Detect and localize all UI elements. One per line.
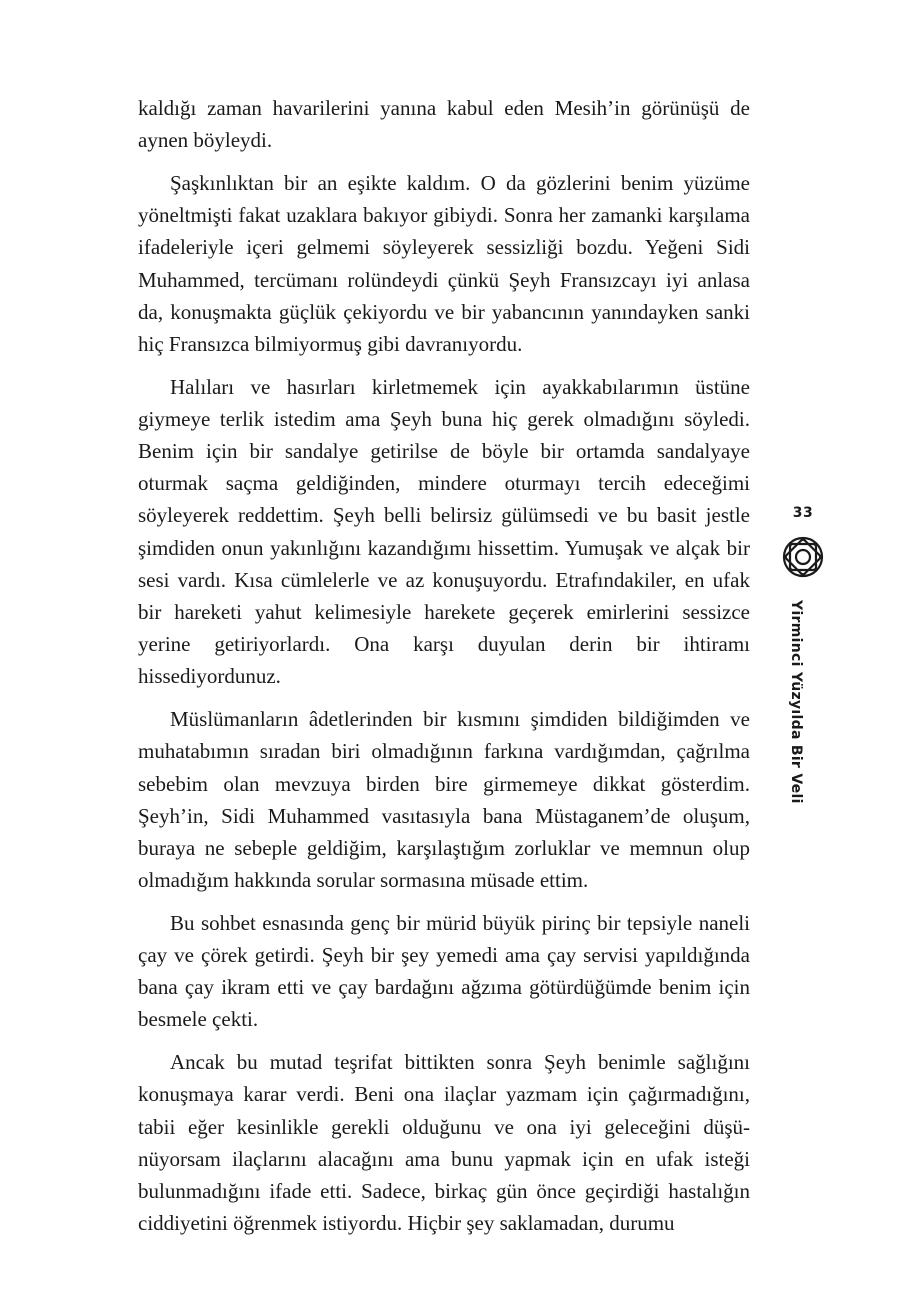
body-text (138, 92, 750, 1250)
paragraph: Müslümanların âdetlerinden bir kısmını şimdiden bildiğimden ve muhatabımın sıradan biri olmadığının farkına vardığımdan, çağrılma sebebim olan mevzuya birden bire girmemeye dikkat gösterdim. Şeyh’in, Sidi Muhammed vasıtasıyla bana Müstaganem’de oluşum, buraya ne sebeple geldiğim, karşılaştığım zorluklar ve memnun olup olmadığım hakkında sorular sormasına müsade ettim. (138, 707, 750, 893)
knot-ornament-icon (781, 535, 825, 579)
page-number: 33 (792, 505, 814, 521)
paragraph: Şaşkınlıktan bir an eşikte kaldım. O da gözlerini benim yüzüme yöneltmişti fakat uzaklara bakıyor gibiydi. Sonra her zamanki karşılama ifadeleriyle içeri gelmemi söyleyerek sessizliği bozdu. Yeğeni Sidi Muhammed, tercümanı rolündeydi çünkü Şeyh Fransızcayı iyi anlasa da, konuşmakta güçlük çekiyordu ve bir yabancının yanındayken sanki hiç Fransızca bilmiyormuş gibi davranıyordu. (138, 170, 750, 356)
running-title: Yirminci Yüzyılda Bir Veli (788, 600, 804, 804)
page-margin-marker (778, 505, 828, 579)
paragraph: Ancak bu mutad teşrifat bittikten sonra Şeyh benimle sağlığını konuşmaya karar verdi. Beni ona ilaçlar yazmam için çağırmadığını, tabii eğer kesinlikle gerekli olduğunu ve ona iyi geleceğini düşünüyorsam ilaçlarını alacağını ama bunu yapmak için en ufak isteği bulunmadığını ifade etti. Sadece, birkaç gün önce geçirdiği hastalığın ciddiyetini öğrenmek istiyordu. Hiçbir şey saklamadan, durumu (138, 1050, 750, 1236)
paragraph: Halıları ve hasırları kirletmemek için ayakkabılarımın üstüne giymeye terlik istedim ama Şeyh buna hiç gerek olmadığını söyledi. Benim için bir sandalye getirilse de böyle bir ortamda sandalyaye oturmak saçma geldiğinden, mindere oturmayı tercih edeceğimi söyleyerek reddettim. Şeyh belli belirsiz gülümsedi ve bu basit jestle şimdiden onun yakınlığını kazandığımı hissettim. Yumuşak ve alçak bir sesi vardı. Kısa cümlelerle ve az konuşuyordu. Etrafındakiler, en ufak bir hareketi yahut kelimesiyle harekete geçerek emirlerini sessizce yerine getiriyorlardı. Ona karşı duyulan derin bir ihtiramı hissediyordunuz. (138, 374, 750, 689)
paragraph-continued: kaldığı zaman havarilerini yanına kabul eden Mesih’in görünüşü de aynen böyleydi. (138, 96, 750, 153)
paragraph: Bu sohbet esnasında genç bir mürid büyük pirinç bir tepsiyle naneli çay ve çörek getirdi. Şeyh bir şey yemedi ama çay servisi yapıldığında bana çay ikram etti ve çay bardağını ağzıma götürdüğümde benim için besmele çekti. (138, 910, 750, 1032)
